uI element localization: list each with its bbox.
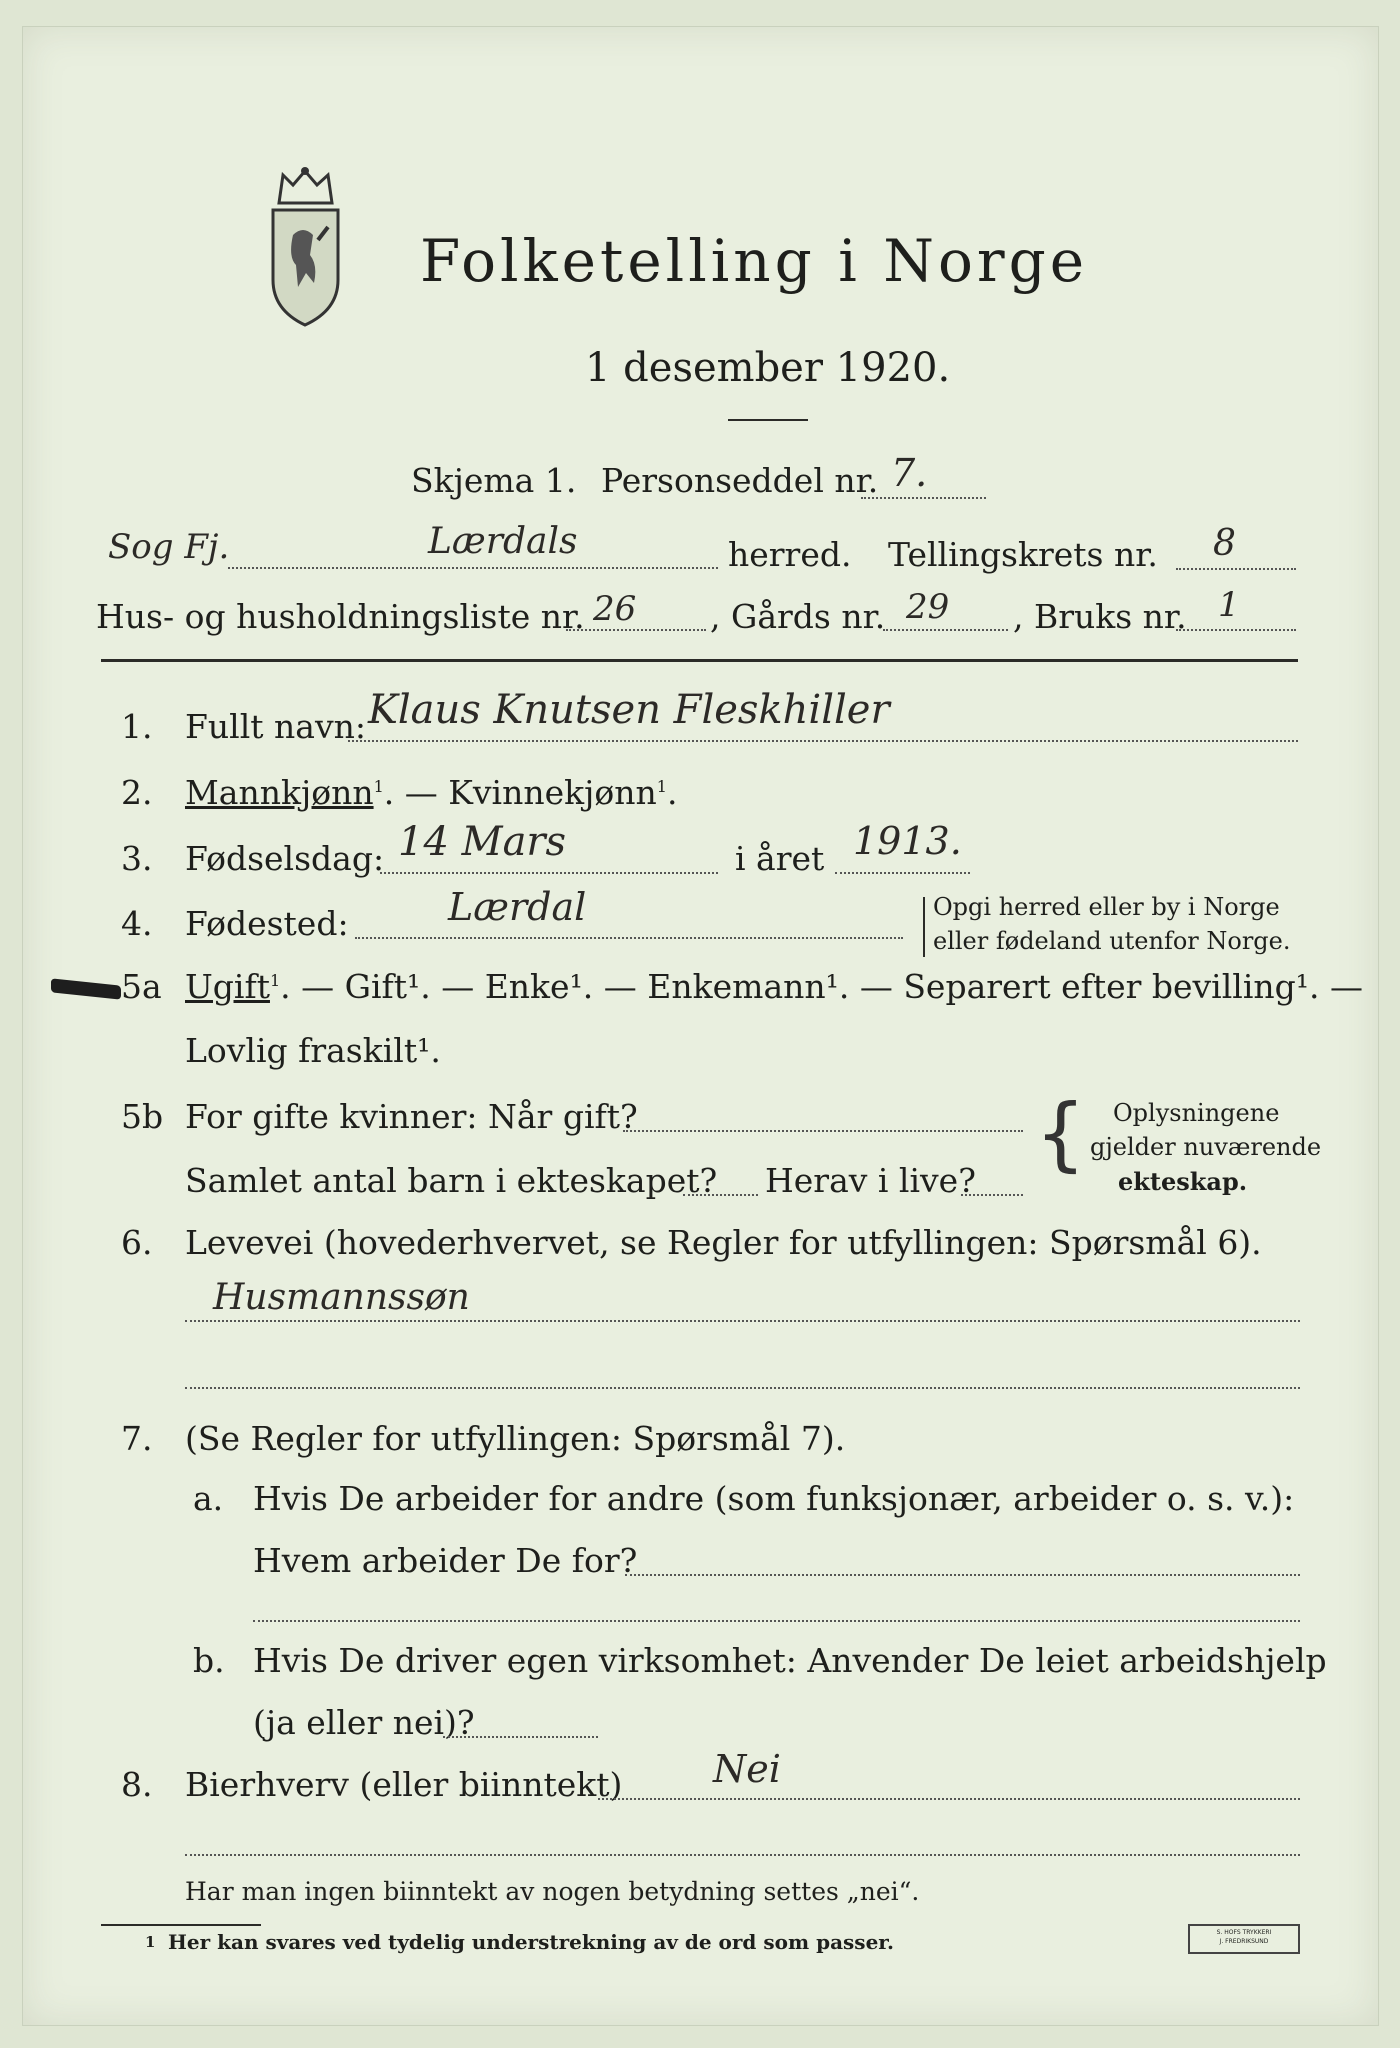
q5b-note-brace: { (1035, 1087, 1086, 1180)
tellingskrets-value: 8 (1213, 523, 1236, 564)
q8-label: Bierhverv (eller biinntekt) (185, 1765, 623, 1804)
q7b-line1: Hvis De driver egen virksomhet: Anvender De leiet arbeidshjelp (253, 1641, 1327, 1680)
personseddel-line (861, 497, 986, 499)
q1-number: 1. (121, 707, 153, 746)
q7-label: (Se Regler for utfyllingen: Spørsmål 7). (185, 1419, 846, 1458)
q2-text: Mannkjønn$^1$. — Kvinnekjønn$^1$. (185, 773, 678, 812)
q1-value: Klaus Knutsen Fleskhiller (368, 687, 890, 733)
nei-note: Har man ingen biinntekt av nogen betydning settes „nei“. (185, 1877, 920, 1906)
gards-label: , Gårds nr. (710, 597, 886, 636)
q4-line (355, 937, 903, 939)
q7a-number: a. (193, 1479, 224, 1518)
q8-line2 (185, 1854, 1300, 1856)
q2-male-option: Mannkjønn (185, 773, 374, 812)
q4-note-line1: Opgi herred eller by i Norge (933, 893, 1280, 921)
bruks-value: 1 (1218, 585, 1240, 625)
tellingskrets-line (1176, 568, 1296, 570)
census-date: 1 desember 1920. (585, 345, 951, 391)
gards-value: 29 (906, 587, 950, 627)
q5b-line2b: Herav i live? (765, 1161, 976, 1200)
header-rule (101, 659, 1298, 662)
liste-label: Hus- og husholdningsliste nr. (96, 597, 585, 636)
bruks-label: , Bruks nr. (1013, 597, 1187, 636)
q3-year-value: 1913. (853, 819, 962, 863)
q2-number: 2. (121, 773, 153, 812)
q5a-other-options: . — Gift¹. — Enke¹. — Enkemann¹. — Separert efter bevilling¹. — (280, 967, 1363, 1006)
q5b-number: 5b (121, 1097, 164, 1136)
q1-line (348, 740, 1298, 742)
q3-year-label: i året (735, 839, 825, 878)
footnote-text: Her kan svares ved tydelig understrekning av de ord som passer. (168, 1930, 894, 1954)
personseddel-label: Personseddel nr. (601, 461, 879, 500)
tellingskrets-label: Tellingskrets nr. (888, 535, 1158, 574)
district-prefix: Sog Fj. (108, 527, 230, 567)
q4-value: Lærdal (448, 885, 587, 929)
liste-line (566, 629, 706, 631)
q7b-number: b. (193, 1641, 225, 1680)
q6-line2 (185, 1387, 1300, 1389)
herred-line (228, 567, 718, 569)
q6-value: Husmannssøn (213, 1277, 470, 1318)
margin-mark (51, 978, 121, 999)
personseddel-value: 7. (891, 451, 928, 495)
q5b-note1: Oplysningene (1113, 1099, 1280, 1127)
q8-line (598, 1798, 1300, 1800)
q3-number: 3. (121, 839, 153, 878)
q7b-line2: (ja eller nei)? (253, 1703, 475, 1742)
q7a-line3-field (253, 1620, 1300, 1622)
q5a-line2: Lovlig fraskilt¹. (185, 1031, 441, 1070)
herred-value: Lærdals (428, 521, 578, 562)
printer-stamp: S. HOFS TRYKKERI J. FREDRIKSUND (1188, 1924, 1300, 1954)
q4-number: 4. (121, 904, 153, 943)
q7a-line2: Hvem arbeider De for? (253, 1541, 638, 1580)
q6-number: 6. (121, 1223, 153, 1262)
liste-value: 26 (593, 589, 637, 629)
q8-value: Nei (713, 1747, 781, 1791)
norwegian-coat-of-arms-icon (248, 165, 363, 330)
q5b-line2b-field (961, 1194, 1023, 1196)
q3-year-line (835, 872, 970, 874)
q6-label: Levevei (hovederhvervet, se Regler for utfyllingen: Spørsmål 6). (185, 1223, 1262, 1262)
footnote-number: 1 (145, 1933, 156, 1951)
q4-note-line2: eller fødeland utenfor Norge. (933, 927, 1291, 955)
q8-number: 8. (121, 1765, 153, 1804)
q7a-line2-field (625, 1574, 1300, 1576)
q7a-line1: Hvis De arbeider for andre (som funksjonær, arbeider o. s. v.): (253, 1479, 1295, 1518)
herred-label: herred. (728, 535, 852, 574)
q5b-line2a: Samlet antal barn i ekteskapet? (185, 1161, 718, 1200)
q5a-text: Ugift$^1$. — Gift¹. — Enke¹. — Enkemann¹. — Separert efter bevilling¹. — (185, 967, 1363, 1006)
q4-note-bracket (923, 897, 925, 957)
q2-female-option: Kvinnekjønn (448, 773, 657, 812)
gards-line (883, 629, 1008, 631)
q5b-note2: gjelder nuværende (1090, 1133, 1322, 1161)
q6-line1 (185, 1320, 1300, 1322)
q5a-number: 5a (121, 967, 162, 1006)
q5b-note3: ekteskap. (1118, 1167, 1248, 1196)
q5a-ugift-option: Ugift (185, 967, 270, 1006)
q3-value: 14 Mars (398, 819, 567, 865)
census-form (22, 26, 1379, 2026)
footnote-rule (101, 1924, 261, 1926)
q7b-line2-field (443, 1736, 598, 1738)
q3-label: Fødselsdag: (185, 839, 385, 878)
q7-number: 7. (121, 1419, 153, 1458)
bruks-line (1176, 629, 1296, 631)
q5b-line1: For gifte kvinner: Når gift? (185, 1097, 638, 1136)
q4-label: Fødested: (185, 904, 349, 943)
q1-label: Fullt navn: (185, 707, 366, 746)
form-title: Folketelling i Norge (420, 227, 1089, 295)
title-divider (728, 419, 808, 421)
q5b-line1-field (623, 1130, 1023, 1132)
q5b-line2a-field (683, 1194, 758, 1196)
q3-line (380, 872, 718, 874)
schema-label: Skjema 1. (411, 461, 577, 500)
